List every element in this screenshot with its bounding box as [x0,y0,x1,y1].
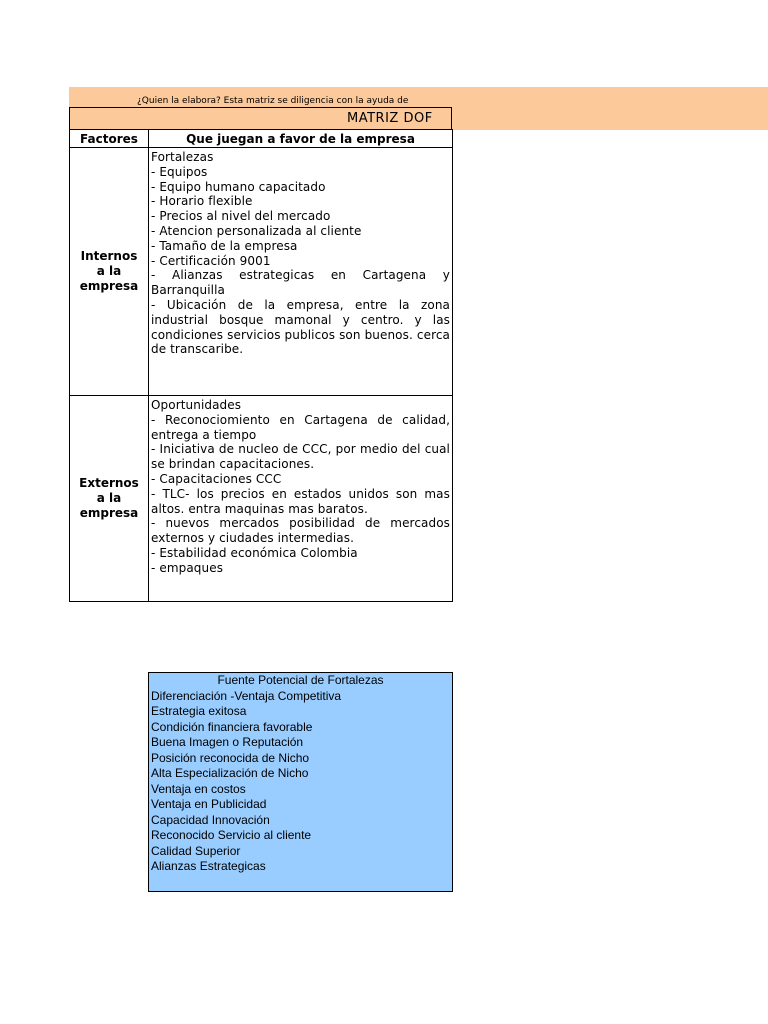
externos-line: Oportunidades [151,398,242,412]
internos-line: - Equipos [151,164,208,179]
factor-internos-line2: a la [96,264,122,278]
internos-line: - Equipo humano capacitado [151,179,326,194]
internos-line: - Atencion personalizada al cliente [151,223,362,238]
externos-line: - Estabilidad económica Colombia [151,545,358,560]
strength-source-item: Reconocido Servicio al cliente [151,828,312,842]
strength-source-item: Ventaja en Publicidad [151,797,267,811]
factor-internos-line1: Internos [80,249,138,263]
strength-source-item: Alta Especialización de Nicho [151,766,309,780]
matrix-header-row [70,130,453,148]
factor-internos [70,148,149,396]
internos-content [149,148,453,396]
factor-externos-line3: empresa [79,506,139,520]
matrix-title: MATRIZ DOF [347,111,433,126]
externos-content [149,396,453,602]
internos-line: - Tamaño de la empresa [151,238,298,253]
factor-externos-line1: Externos [79,476,139,490]
row-internos [70,148,453,396]
row-externos [70,396,453,602]
internos-line: - Ubicación de la empresa, entre la zona industrial bosque mamonal y centro. y las condiciones servicios publicos son buenos. cerca de transcaribe. [151,297,450,357]
factor-internos-line3: empresa [79,279,139,293]
elaboration-note: ¿Quien la elabora? Esta matriz se diligencia con la ayuda de [137,96,409,106]
matrix-title-cell [69,107,452,130]
title-band [451,107,768,130]
strength-source-item: Condición financiera favorable [151,719,313,734]
strength-sources-box [148,672,453,892]
strength-sources-heading: Fuente Potencial de Fortalezas [217,673,384,687]
externos-line: - Iniciativa de nucleo de CCC, por medio del cual se brindan capacitaciones. [151,442,450,472]
factor-externos-line2: a la [96,491,122,505]
externos-line: - TLC- los precios en estados unidos son mas altos. entra maquinas mas baratos. [151,486,450,516]
externos-line: - empaques [151,560,224,575]
externos-line: - Reconociomiento en Cartagena de calidad, entrega a tiempo [151,412,450,442]
factor-externos [70,396,149,602]
strength-source-item: Estrategia exitosa [151,704,247,718]
dofa-matrix-table [69,129,453,602]
externos-line: - nuevos mercados posibilidad de mercados externos y ciudades intermedias. [151,516,450,546]
header-favor: Que juegan a favor de la empresa [149,130,453,148]
strength-source-item: Capacidad Innovación [151,812,270,827]
strength-source-item: Posición reconocida de Nicho [151,750,310,765]
strength-source-item: Calidad Superior [151,843,241,858]
header-factores: Factores [70,130,149,148]
internos-line: - Precios al nivel del mercado [151,209,331,224]
internos-line: - Alianzas estrategicas en Cartagena y Barranquilla [151,268,450,298]
internos-line: Fortalezas [151,150,214,164]
strength-source-item: Ventaja en costos [151,781,246,796]
strength-source-item: Alianzas Estrategicas [151,859,266,873]
externos-line: - Capacitaciones CCC [151,471,282,486]
strength-source-item: Buena Imagen o Reputación [151,735,304,749]
internos-line: - Horario flexible [151,194,253,209]
strength-source-item: Diferenciación -Ventaja Competitiva [151,688,342,703]
internos-line: - Certificación 9001 [151,253,271,268]
